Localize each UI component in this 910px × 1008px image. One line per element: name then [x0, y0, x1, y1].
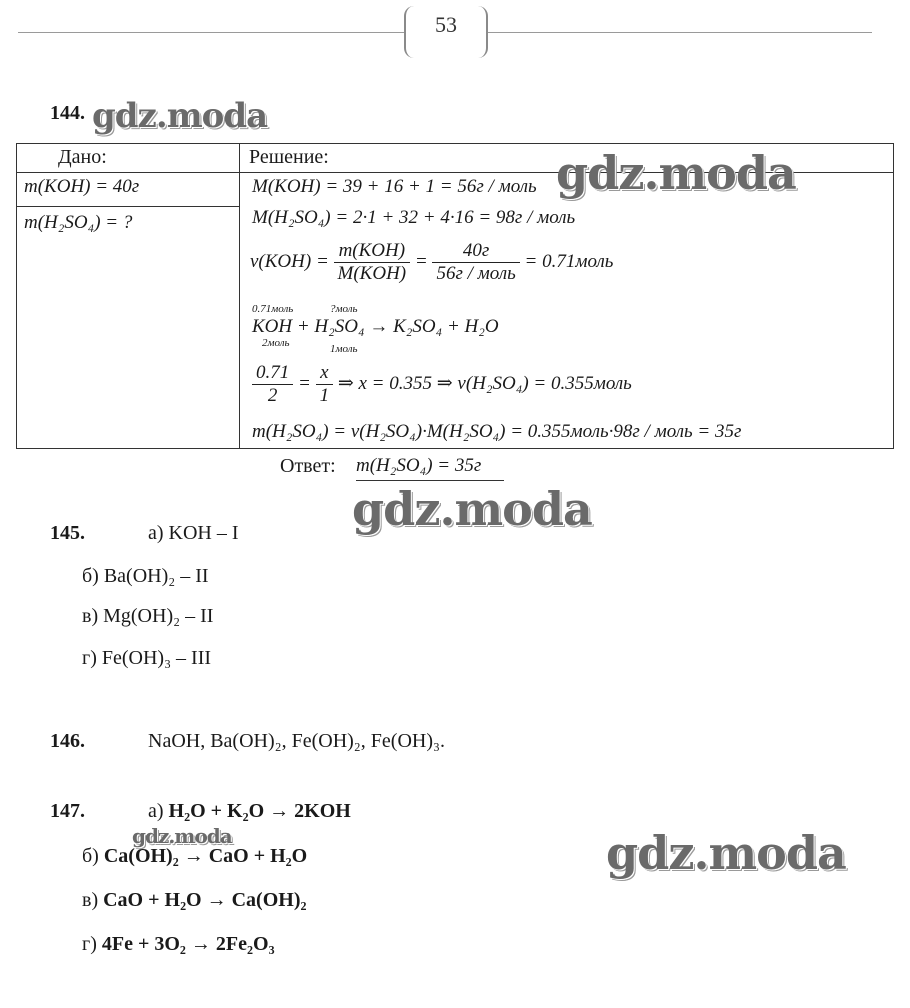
problem-147-item-d	[82, 933, 275, 956]
moles-koh-fraction-2	[432, 240, 519, 285]
solution-header: Решение:	[249, 146, 329, 168]
problem-145-item-a	[148, 522, 239, 545]
item-letter: б)	[82, 565, 99, 587]
reaction-equation: KOH + H₂SO₄ → K₂SO₄ + H₂O	[252, 316, 499, 337]
header-divider-given	[16, 172, 240, 173]
answer-label: Ответ:	[280, 455, 336, 477]
item-letter: б)	[82, 845, 99, 867]
item-text: H₂O + K₂O → 2KOH	[168, 800, 351, 822]
item-letter: в)	[82, 889, 99, 911]
molar-mass-koh: M(KOH) = 39 + 16 + 1 = 56г / моль	[252, 176, 537, 197]
problem-145-item-b	[82, 565, 209, 588]
given-mass-h2so4: m(H₂SO₄) = ?	[24, 212, 133, 233]
problem-145-item-d	[82, 647, 211, 670]
problem-146-number: 146.	[50, 730, 85, 752]
item-letter: г)	[82, 933, 97, 955]
moles-koh-fraction-1	[334, 240, 411, 285]
problem-147-item-b	[82, 845, 307, 868]
answer-underline	[356, 480, 504, 481]
proportion-1-denominator: 2	[267, 385, 278, 406]
given-header: Дано:	[58, 146, 107, 168]
item-text: 4Fe + 3O₂ → 2Fe₂O₃	[101, 933, 275, 955]
watermark-4: gdz.moda	[132, 824, 232, 848]
annotation-koh-moles: 0.71моль	[252, 303, 294, 315]
proportion-2-numerator: x	[316, 362, 334, 385]
item-text: Mg(OH)₂ – II	[103, 605, 214, 627]
fraction-2-denominator: 56г / моль	[436, 263, 516, 284]
item-letter: в)	[82, 605, 99, 627]
item-letter: г)	[82, 647, 97, 669]
moles-koh-equation	[250, 240, 613, 285]
problem-147-number: 147.	[50, 800, 85, 822]
item-text: CaO + H₂O → Ca(OH)₂	[103, 889, 307, 911]
proportion-equals: =	[298, 372, 311, 394]
problem-147-item-c	[82, 889, 307, 912]
watermark-5: gdz.moda	[606, 826, 846, 880]
answer-value: m(H₂SO₄) = 35г	[356, 455, 482, 476]
fraction-1-numerator: m(KOH)	[334, 240, 411, 263]
annotation-koh-coeff: 2моль	[262, 337, 290, 349]
moles-koh-lhs: ν(KOH) =	[250, 250, 329, 272]
annotation-h2so4-coeff: 1моль	[330, 343, 358, 355]
item-text: Ba(OH)₂ – II	[103, 565, 209, 587]
proportion-1-numerator: 0.71	[252, 362, 293, 385]
item-letter: а)	[148, 800, 164, 822]
proportion-equation	[252, 362, 632, 407]
watermark-1: gdz.moda	[92, 96, 268, 136]
problem-144-number: 144.	[50, 102, 85, 124]
item-text: Fe(OH)₃ – III	[101, 647, 212, 669]
mass-h2so4-calculation: m(H₂SO₄) = ν(H₂SO₄)·M(H₂SO₄) = 0.355моль·98г / моль = 35г	[252, 421, 742, 442]
proportion-fraction-2	[316, 362, 334, 407]
annotation-h2so4-moles: ?моль	[330, 303, 358, 315]
problem-145-number: 145.	[50, 522, 85, 544]
problem-147-item-a	[148, 800, 351, 823]
proportion-2-denominator: 1	[319, 385, 330, 406]
header-rule-left	[18, 32, 404, 33]
problem-145-item-c	[82, 605, 213, 628]
item-text: Ca(OH)₂ → CaO + H₂O	[103, 845, 308, 867]
proportion-result: ⇒ x = 0.355 ⇒ ν(H₂SO₄) = 0.355моль	[337, 372, 632, 394]
item-text: KOH – I	[168, 522, 239, 544]
header-rule-right	[486, 32, 872, 33]
moles-koh-equals: =	[414, 250, 428, 272]
watermark-3: gdz.moda	[352, 482, 592, 536]
proportion-fraction-1	[252, 362, 293, 407]
problem-146-text: NaOH, Ba(OH)₂, Fe(OH)₂, Fe(OH)₃.	[148, 730, 445, 752]
fraction-2-numerator: 40г	[432, 240, 519, 263]
page-number: 53	[435, 12, 457, 37]
moles-koh-result: = 0.71моль	[524, 250, 614, 272]
item-letter: а)	[148, 522, 164, 544]
given-mass-koh: m(KOH) = 40г	[24, 176, 140, 197]
given-divider	[16, 206, 240, 207]
molar-mass-h2so4: M(H₂SO₄) = 2·1 + 32 + 4·16 = 98г / моль	[252, 207, 576, 228]
fraction-1-denominator: M(KOH)	[337, 263, 407, 284]
watermark-2: gdz.moda	[556, 146, 796, 200]
